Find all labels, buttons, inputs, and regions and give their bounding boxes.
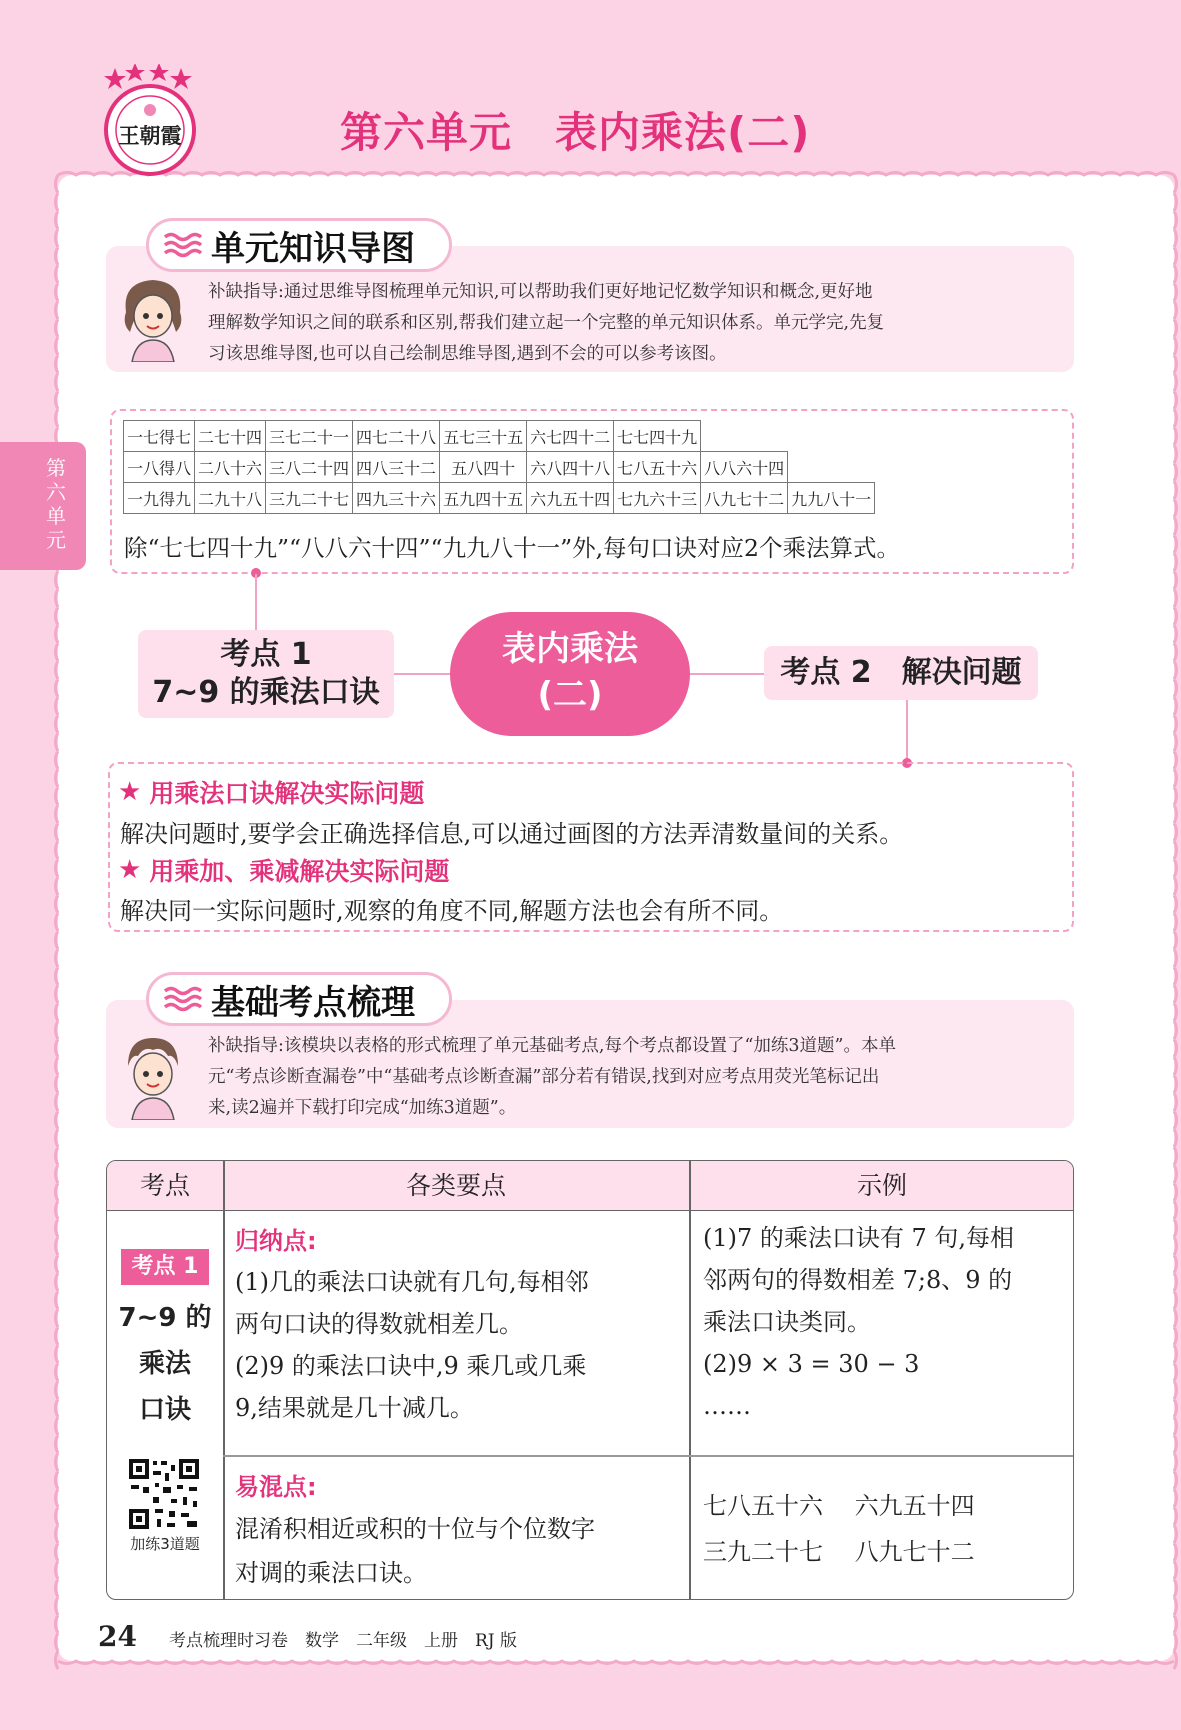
- wave-lines-icon: [163, 230, 203, 260]
- example-line: ……: [703, 1392, 751, 1420]
- table-cell: 九九八十一: [788, 483, 875, 514]
- center-line: 表内乘法: [502, 629, 638, 669]
- table-cell-empty: [788, 421, 875, 452]
- multiplication-rhyme-table: [123, 420, 875, 514]
- table-cell: 六七四十二: [527, 421, 614, 452]
- star-icon: ★: [118, 855, 142, 885]
- problem-text-1: 解决问题时,要学会正确选择信息,可以通过画图的方法弄清数量间的关系。: [120, 820, 904, 848]
- key-point-table: [106, 1160, 1074, 1600]
- tip-text-1: [208, 277, 884, 370]
- table-cell: 五八四十: [440, 452, 527, 483]
- topic-line: 乘法: [138, 1349, 191, 1379]
- side-tab-char: 元: [46, 528, 66, 552]
- summary-title: 归纳点:: [235, 1227, 317, 1255]
- column-header: 示例: [689, 1161, 1074, 1211]
- point1-label: 考点 1: [220, 637, 312, 672]
- example-line: (2)9 × 3 = 30 − 3: [703, 1350, 920, 1378]
- example-line: (1)7 的乘法口诀有 7 句,每相: [703, 1224, 1015, 1252]
- side-tab-char: 六: [46, 480, 66, 504]
- problem-heading-1: [118, 774, 424, 810]
- table-cell: 三八二十四: [266, 452, 353, 483]
- brand-logo: [98, 64, 202, 176]
- table-cell: 四七二十八: [353, 421, 440, 452]
- column-divider: [223, 1161, 225, 1599]
- qr-code-label: 加练3道题: [130, 1535, 200, 1553]
- wave-lines-icon: [163, 984, 203, 1014]
- confuse-line: 混淆积相近或积的十位与个位数字: [235, 1515, 595, 1543]
- mindmap-center-node: [450, 612, 690, 736]
- example-text: [703, 1217, 1014, 1427]
- tip-line: 元“考点诊断查漏卷”中“基础考点诊断查漏”部分若有错误,找到对应考点用荧光笔标记出: [208, 1067, 880, 1087]
- confuse-example-line: 三九二十七 八九七十二: [703, 1538, 975, 1566]
- confuse-title: 易混点:: [235, 1473, 317, 1501]
- side-tab-char: 单: [46, 504, 66, 528]
- table-cell-empty: [701, 421, 788, 452]
- tip-line: 习该思维导图,也可以自己绘制思维导图,遇到不会的可以参考该图。: [208, 344, 727, 364]
- mindmap-point-2: 考点 2 解决问题: [764, 646, 1038, 700]
- summary-line: (2)9 的乘法口诀中,9 乘几或几乘: [235, 1352, 587, 1380]
- topic-line: 7~9 的: [118, 1303, 212, 1333]
- page-title: 第六单元 表内乘法(二): [340, 108, 811, 157]
- tip-line: 理解数学知识之间的联系和区别,帮我们建立起一个完整的单元知识体系。单元学完,先复: [208, 313, 885, 333]
- example-line: 邻两句的得数相差 7;8、9 的: [703, 1266, 1013, 1294]
- topic-line: 口诀: [138, 1395, 191, 1425]
- table-cell: 五七三十五: [440, 421, 527, 452]
- girl-avatar-icon: [118, 272, 188, 362]
- confuse-examples: [703, 1483, 975, 1575]
- table-cell: 一九得九: [124, 483, 195, 514]
- table-cell: 七七四十九: [614, 421, 701, 452]
- table-cell: 七九六十三: [614, 483, 701, 514]
- table-cell: 六九五十四: [527, 483, 614, 514]
- confuse-text: [235, 1507, 595, 1595]
- problem-heading-2: [118, 852, 449, 888]
- table-cell: 三七二十一: [266, 421, 353, 452]
- section-heading-text: 基础考点梳理: [211, 982, 415, 1023]
- key-point-badge: 考点 1: [121, 1249, 209, 1285]
- connector-line: [906, 700, 908, 760]
- tip-line: 补缺指导:该模块以表格的形式梳理了单元基础考点,每个考点都设置了“加练3道题”。本单: [208, 1036, 896, 1056]
- column-header: 各类要点: [223, 1161, 689, 1211]
- table-cell: 五九四十五: [440, 483, 527, 514]
- table-cell: 二八十六: [195, 452, 266, 483]
- table-cell: 八九七十二: [701, 483, 788, 514]
- table-cell: 七八五十六: [614, 452, 701, 483]
- connector-line: [394, 673, 454, 675]
- table-cell-empty: [788, 452, 875, 483]
- page-number: 24: [98, 1620, 137, 1653]
- chapter-side-tab: [0, 442, 86, 570]
- table-row: [124, 421, 875, 452]
- qr-code-icon[interactable]: [127, 1457, 201, 1531]
- confuse-line: 对调的乘法口诀。: [235, 1559, 427, 1587]
- logo-text: 王朝霞: [118, 123, 182, 148]
- tip-line: 补缺指导:通过思维导图梳理单元知识,可以帮助我们更好地记忆数学知识和概念,更好地: [208, 282, 873, 302]
- star-icon: ★: [118, 777, 142, 807]
- confuse-example-line: 七八五十六 六九五十四: [703, 1492, 975, 1520]
- rhyme-note: 除“七七四十九”“八八六十四”“九九八十一”外,每句口诀对应2个乘法算式。: [124, 534, 901, 562]
- tip-line: 来,读2遍并下载打印完成“加练3道题”。: [208, 1098, 517, 1118]
- table-cell: 一七得七: [124, 421, 195, 452]
- boy-avatar-icon: [118, 1030, 188, 1120]
- side-tab-char: 第: [46, 456, 66, 480]
- connector-line: [688, 673, 764, 675]
- summary-line: 9,结果就是几十减几。: [235, 1394, 474, 1422]
- tip-text-2: [208, 1031, 896, 1124]
- connector-line: [255, 574, 257, 630]
- table-cell: 六八四十八: [527, 452, 614, 483]
- point1-topic: 7~9 的乘法口诀: [152, 675, 380, 710]
- section-heading-review: [146, 972, 452, 1026]
- table-row: [124, 452, 875, 483]
- table-cell: 一八得八: [124, 452, 195, 483]
- book-info: 考点梳理时习卷 数学 二年级 上册 RJ 版: [168, 1631, 517, 1651]
- column-header: 考点: [107, 1161, 223, 1211]
- table-cell: 四八三十二: [353, 452, 440, 483]
- table-cell: 八八六十四: [701, 452, 788, 483]
- mindmap-point-1: [138, 630, 394, 718]
- summary-text: [235, 1261, 589, 1429]
- problem-heading-text: 用乘加、乘减解决实际问题: [149, 857, 450, 886]
- problem-text-2: 解决同一实际问题时,观察的角度不同,解题方法也会有所不同。: [120, 897, 784, 925]
- table-cell: 三九二十七: [266, 483, 353, 514]
- page-footer: [98, 1620, 517, 1653]
- section-heading-text: 单元知识导图: [211, 228, 415, 269]
- summary-line: 两句口诀的得数就相差几。: [235, 1310, 523, 1338]
- section-heading-mindmap: [146, 218, 452, 272]
- row-divider: [223, 1455, 1073, 1457]
- table-cell: 二九十八: [195, 483, 266, 514]
- key-point-topic: [107, 1295, 223, 1433]
- table-cell: 四九三十六: [353, 483, 440, 514]
- problem-heading-text: 用乘法口诀解决实际问题: [149, 779, 425, 808]
- example-line: 乘法口诀类同。: [703, 1308, 871, 1336]
- summary-line: (1)几的乘法口诀就有几句,每相邻: [235, 1268, 589, 1296]
- table-row: [124, 483, 875, 514]
- column-divider: [689, 1161, 691, 1599]
- center-line: (二): [537, 675, 603, 715]
- table-cell: 二七十四: [195, 421, 266, 452]
